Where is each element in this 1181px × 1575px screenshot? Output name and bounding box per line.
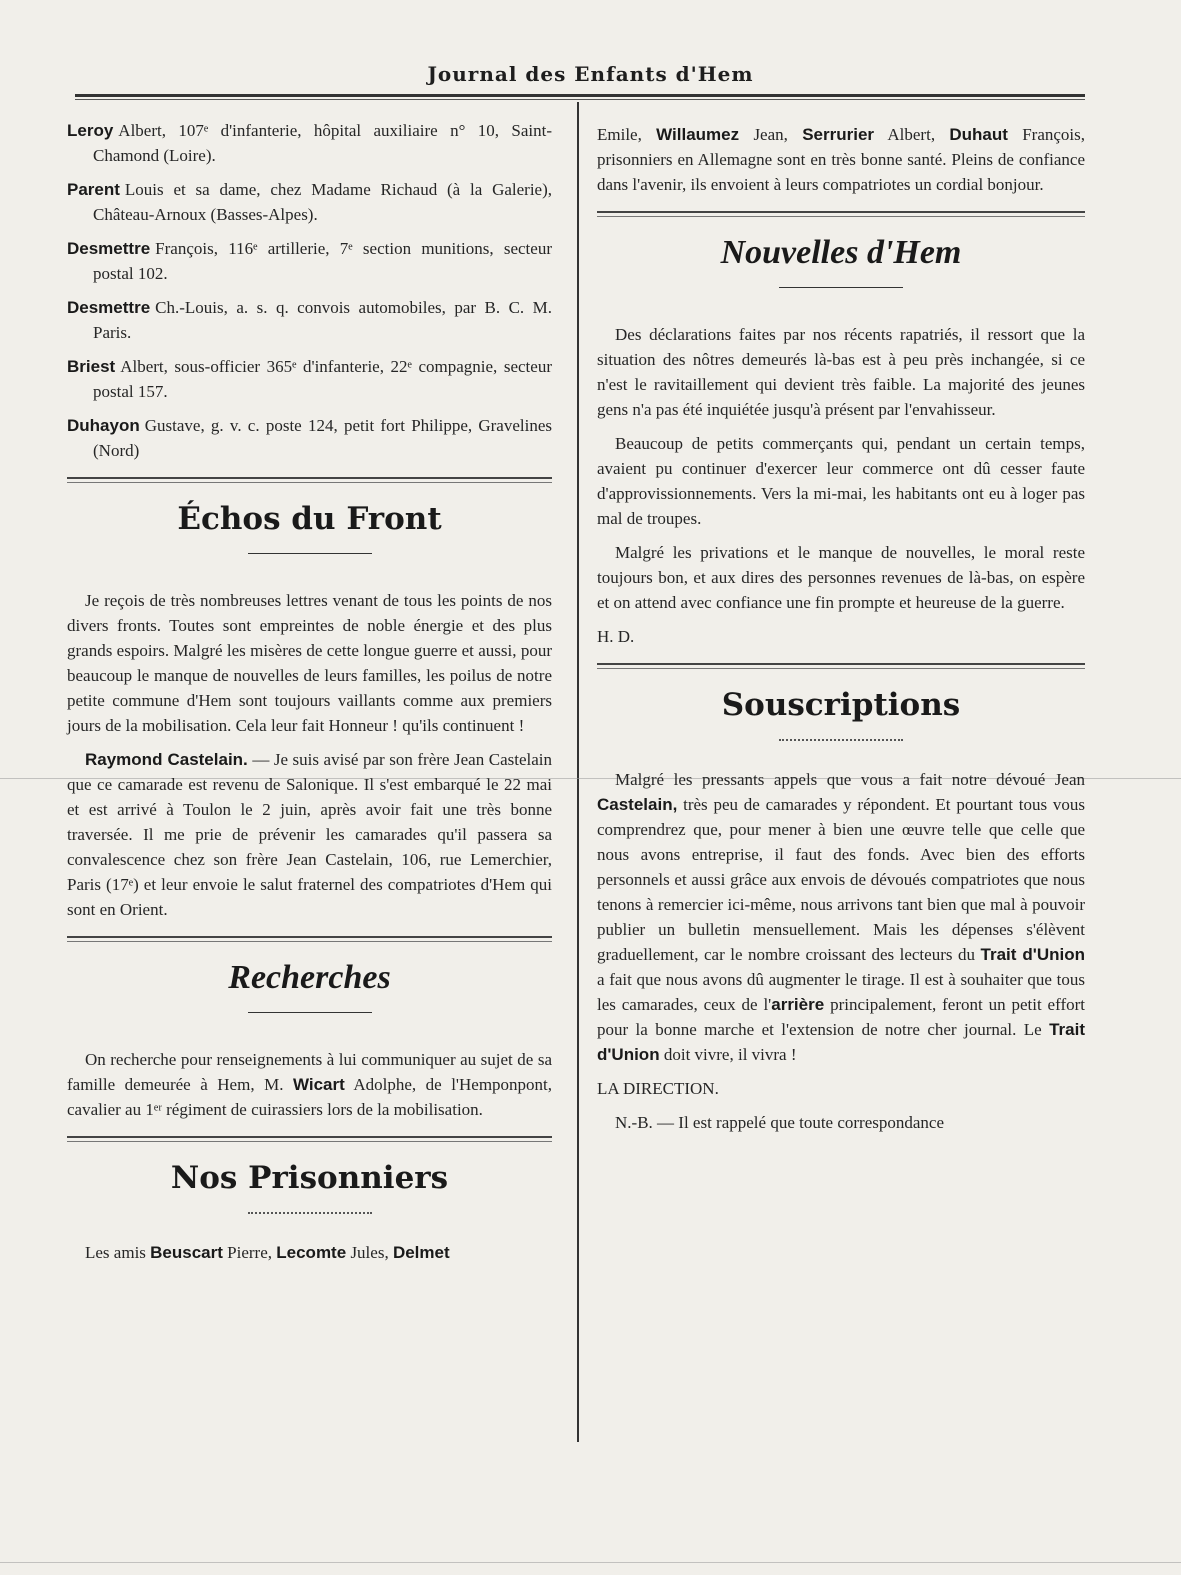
person-name: Briest xyxy=(67,357,116,376)
paragraph-text: Malgré les pressants appels que vous a fait notre dévoué Jean xyxy=(615,770,1085,789)
paragraph-text: On recherche pour renseignements à lui communiquer au sujet de sa famille demeurée à Hem, M. xyxy=(67,1050,552,1094)
section-nos-prisonniers xyxy=(67,1156,552,1265)
person-name: Delmet xyxy=(392,1243,450,1262)
address-text: Albert, 107ᵉ d'infanterie, hôpital auxiliaire n° 10, Saint-Chamond (Loire). xyxy=(93,121,552,165)
article-paragraph xyxy=(597,767,1085,1067)
person-name: Desmettre xyxy=(67,239,151,258)
section-separator xyxy=(67,1136,552,1142)
person-name: Parent xyxy=(67,180,120,199)
address-entry xyxy=(67,413,552,463)
address-entry xyxy=(67,295,552,345)
person-name: Wicart xyxy=(292,1075,345,1094)
article-paragraph xyxy=(67,1240,552,1265)
paragraph-text: principalement, feront un petit effort pour la bonne marche et l'extension de notre cher journal. Le xyxy=(597,995,1085,1039)
person-name: Castelain, xyxy=(597,795,678,814)
paragraph-text: Jules, xyxy=(350,1243,389,1262)
address-text: Ch.-Louis, a. s. q. convois automobiles, par B. C. M. Paris. xyxy=(93,298,552,342)
article-paragraph: Je reçois de très nombreuses lettres venant de tous les points de nos divers fronts. Toutes sont empreintes de noble énergie et des plus grands espoirs. Malgré les misères de cette longue guerre et aussi, pour beaucoup le manque de nouvelles de leurs familles, les poilus de notre petite commune d'Hem sont toujours vaillants comme aux premiers jours de la mobilisation. Cela leur fait Honneur ! qu'ils continuent ! xyxy=(67,591,552,735)
right-column xyxy=(597,122,1085,1144)
person-name: Serrurier xyxy=(802,125,875,144)
section-title: Échos du Front xyxy=(177,501,442,537)
address-text: François, 116ᵉ artillerie, 7ᵉ section munitions, secteur postal 102. xyxy=(93,239,552,283)
person-name: Lecomte xyxy=(276,1243,347,1262)
section-title: Souscriptions xyxy=(721,687,961,723)
person-name: Desmettre xyxy=(67,298,151,317)
article-signature: H. D. xyxy=(597,627,635,646)
section-souscriptions xyxy=(597,683,1085,1135)
article-paragraph: Beaucoup de petits commerçants qui, pendant un certain temps, avaient pu continuer d'exercer leur commerce ont dû cesser faute d'approvissionnements. Vers la mi-mai, les habitants ont eu à loger pas mal de troupes. xyxy=(597,434,1085,528)
title-underline xyxy=(779,739,903,741)
paragraph-text: très peu de camarades y répondent. Et pourtant tous vous comprendrez que, pour mener à bien une œuvre telle que celle que nous avons entreprise, il faut des fonds. Avec bien des efforts personnels et aussi grâce aux envois de dévoués compatriotes que nous tenons à remercier ici-même, nous arrivons tant bien que mal à pouvoir publier un bulletin mensuellement. Mais les dépenses s'élèvent graduellement, car le nombre croissant des lecteurs du xyxy=(597,795,1086,964)
paragraph-text: — Je suis avisé par son frère Jean Castelain que ce camarade est revenu de Salonique. Il s'est embarqué le 22 mai et est arrivé à Toulon le 2 juin, après avoir fait une très bonne traversée. Il me prie de prévenir les camarades qu'il passera sa convalescence chez son frère Jean Castelain, 106, rue Lemerchier, Paris (17ᵉ) et leur envoie le salut fraternel des compatriotes d'Hem qui sont en Orient. xyxy=(67,750,552,919)
paragraph-text: Les amis xyxy=(85,1243,146,1262)
section-separator xyxy=(67,477,552,483)
person-name: Beuscart xyxy=(150,1243,223,1262)
person-name: Willaumez xyxy=(656,125,740,144)
person-name: Duhaut xyxy=(949,125,1008,144)
section-title: Recherches xyxy=(228,959,391,996)
person-name: Duhayon xyxy=(67,416,140,435)
paragraph-text: Emile, xyxy=(597,125,642,144)
paragraph-text: doit vivre, il vivra ! xyxy=(663,1045,797,1064)
address-entry xyxy=(67,118,552,168)
title-underline xyxy=(248,1212,372,1214)
title-underline xyxy=(248,1012,372,1013)
paragraph-text: François, prisonniers en Allemagne sont en très bonne santé. Pleins de confiance dans l'avenir, ils envoient à leurs compatriotes un cordial bonjour. xyxy=(597,125,1086,194)
section-title: Nouvelles d'Hem xyxy=(720,234,962,271)
paragraph-text: Pierre, xyxy=(227,1243,273,1262)
article-paragraph xyxy=(597,122,1085,197)
emphasis-word: arrière xyxy=(771,995,825,1014)
paper-edge-line xyxy=(0,1562,1181,1563)
section-title: Nos Prisonniers xyxy=(170,1160,449,1196)
section-separator xyxy=(597,663,1085,669)
left-column xyxy=(67,118,552,1274)
paragraph-text: Adolphe, de l'Hemponpont, cavalier au 1ᵉʳ régiment de cuirassiers lors de la mobilisation. xyxy=(67,1075,553,1119)
section-nouvelles-dhem xyxy=(597,231,1085,649)
article-paragraph: Des déclarations faites par nos récents rapatriés, il ressort que la situation des nôtres demeurés là-bas est à peu près inchangée, si ce n'est le ravitaillement qui devient très faible. La majorité des jeunes gens n'a pas été inquiétée jusqu'à présent par l'envahisseur. xyxy=(597,325,1085,419)
masthead-title: Journal des Enfants d'Hem xyxy=(427,62,754,86)
article-paragraph xyxy=(67,747,552,922)
publication-name: Trait d'Union xyxy=(980,945,1085,964)
article-paragraph: Malgré les privations et le manque de nouvelles, le moral reste toujours bon, et aux dires des personnes revenues de là-bas, on espère et on attend avec confiance une fin prompte et heureuse de la guerre. xyxy=(597,543,1085,612)
address-text: Louis et sa dame, chez Madame Richaud (à la Galerie), Château-Arnoux (Basses-Alpes). xyxy=(93,180,552,224)
title-underline xyxy=(779,287,903,288)
address-text: Gustave, g. v. c. poste 124, petit fort Philippe, Gravelines (Nord) xyxy=(93,416,552,460)
paragraph-text: a fait que nous avons dû augmenter le tirage. Il est à souhaiter que tous les camarades, ceux de l' xyxy=(597,970,1085,1014)
column-divider xyxy=(577,102,579,1442)
paragraph-text: Jean, xyxy=(753,125,788,144)
section-echos-du-front xyxy=(67,497,552,922)
address-entry xyxy=(67,236,552,286)
section-recherches xyxy=(67,956,552,1122)
person-name: Leroy xyxy=(67,121,114,140)
article-paragraph xyxy=(67,1047,552,1122)
address-list xyxy=(67,118,552,463)
address-entry xyxy=(67,354,552,404)
section-separator xyxy=(597,211,1085,217)
address-entry xyxy=(67,177,552,227)
address-text: Albert, sous-officier 365ᵉ d'infanterie, 22ᵉ compagnie, secteur postal 157. xyxy=(93,357,552,401)
section-separator xyxy=(67,936,552,942)
masthead-rule xyxy=(75,94,1085,97)
publication-name: Trait d'Union xyxy=(597,1020,1086,1064)
paragraph-text: Albert, xyxy=(887,125,936,144)
person-name: Raymond Castelain. xyxy=(85,750,248,769)
article-signature: LA DIRECTION. xyxy=(597,1079,719,1098)
nota-bene: N.-B. — Il est rappelé que toute correspondance xyxy=(615,1113,945,1132)
masthead-rule-thin xyxy=(75,99,1085,100)
title-underline xyxy=(248,553,372,554)
